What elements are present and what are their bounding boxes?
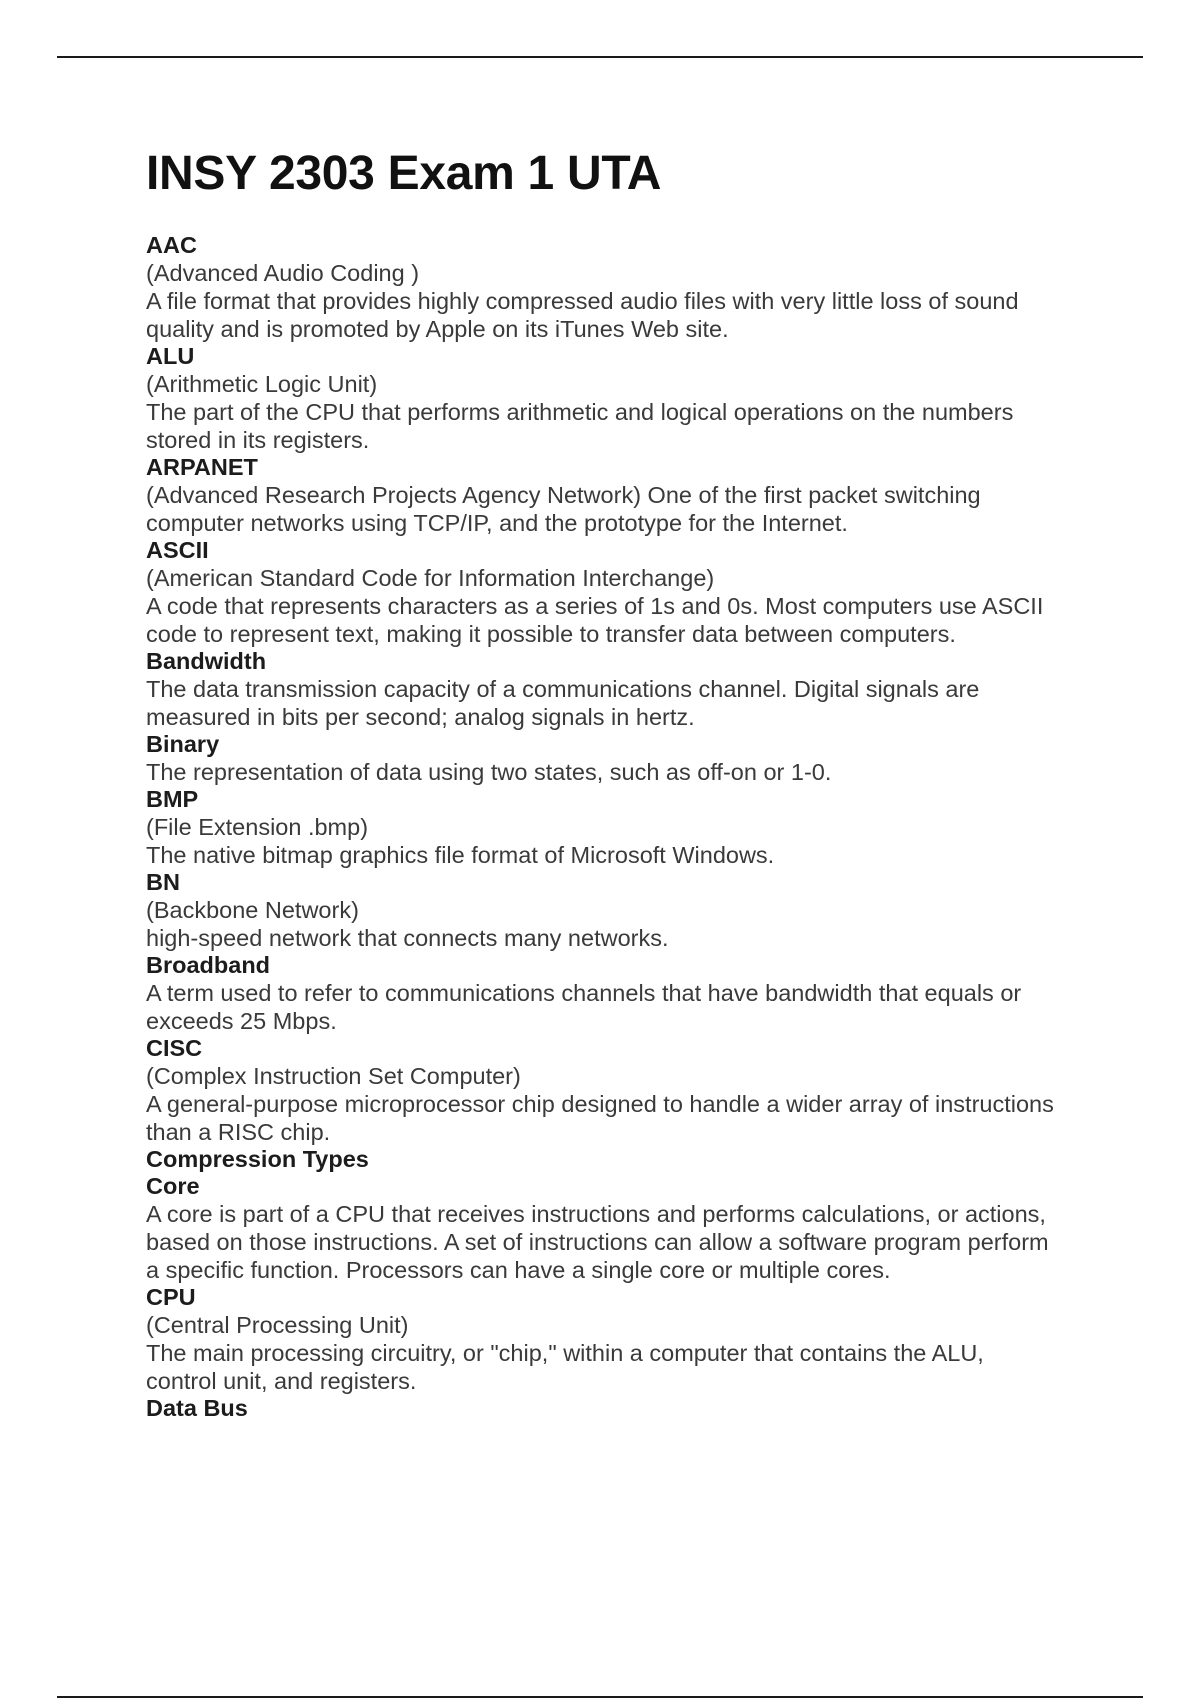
glossary-definition-line: A general-purpose microprocessor chip designed to handle a wider array of instructions (146, 1091, 1054, 1117)
glossary-term: ARPANET (146, 454, 258, 480)
glossary-definition-line: A code that represents characters as a series of 1s and 0s. Most computers use ASCII (146, 593, 1044, 619)
glossary-entry (146, 1173, 1106, 1284)
glossary-term: Core (146, 1173, 200, 1199)
glossary-list (146, 232, 1106, 1422)
glossary-term: ALU (146, 343, 195, 369)
document-body (146, 140, 1106, 1422)
glossary-definition-line: A core is part of a CPU that receives instructions and performs calculations, or actions, (146, 1201, 1046, 1227)
glossary-entry (146, 232, 1106, 343)
glossary-entry (146, 869, 1106, 952)
glossary-definition-line: measured in bits per second; analog signals in hertz. (146, 704, 695, 730)
glossary-definition-line: (American Standard Code for Information Interchange) (146, 565, 715, 591)
glossary-term: Binary (146, 731, 220, 757)
glossary-term: Bandwidth (146, 648, 267, 674)
glossary-definition-line: computer networks using TCP/IP, and the prototype for the Internet. (146, 510, 848, 536)
glossary-definition-line: (Arithmetic Logic Unit) (146, 371, 378, 397)
glossary-definition-line: based on those instructions. A set of instructions can allow a software program perform (146, 1229, 1049, 1255)
glossary-definition-line: (Backbone Network) (146, 897, 359, 923)
glossary-entry (146, 343, 1106, 454)
glossary-term: Data Bus (146, 1395, 248, 1421)
glossary-entry (146, 648, 1106, 731)
glossary-definition-line: (File Extension .bmp) (146, 814, 369, 840)
glossary-definition-line: (Advanced Research Projects Agency Network) One of the first packet switching (146, 482, 981, 508)
glossary-definition-line: A term used to refer to communications channels that have bandwidth that equals or (146, 980, 1022, 1006)
glossary-definition-line: (Complex Instruction Set Computer) (146, 1063, 521, 1089)
header-rule (57, 56, 1143, 58)
glossary-definition-line: The main processing circuitry, or "chip," within a computer that contains the ALU, (146, 1340, 984, 1366)
glossary-definition-line: quality and is promoted by Apple on its iTunes Web site. (146, 316, 729, 342)
glossary-definition-line: (Central Processing Unit) (146, 1312, 409, 1338)
glossary-entry (146, 952, 1106, 1035)
glossary-entry (146, 537, 1106, 648)
glossary-definition-line: code to represent text, making it possible to transfer data between computers. (146, 621, 956, 647)
glossary-definition-line: control unit, and registers. (146, 1368, 417, 1394)
glossary-entry (146, 1035, 1106, 1146)
glossary-definition-line: a specific function. Processors can have a single core or multiple cores. (146, 1257, 891, 1283)
glossary-term: CISC (146, 1035, 203, 1061)
glossary-term: Compression Types (146, 1146, 369, 1172)
glossary-term: ASCII (146, 537, 209, 563)
glossary-entry (146, 786, 1106, 869)
glossary-entry (146, 1146, 1106, 1173)
glossary-entry (146, 454, 1106, 537)
glossary-entry (146, 731, 1106, 786)
glossary-definition-line: The representation of data using two states, such as off-on or 1-0. (146, 759, 832, 785)
glossary-term: CPU (146, 1284, 196, 1310)
glossary-entry (146, 1395, 1106, 1422)
glossary-definition-line: stored in its registers. (146, 427, 370, 453)
glossary-definition-line: The native bitmap graphics file format of Microsoft Windows. (146, 842, 775, 868)
glossary-definition-line: high-speed network that connects many networks. (146, 925, 669, 951)
footer-rule (57, 1696, 1143, 1698)
glossary-term: BMP (146, 786, 199, 812)
glossary-definition-line: exceeds 25 Mbps. (146, 1008, 337, 1034)
glossary-entry (146, 1284, 1106, 1395)
glossary-term: AAC (146, 232, 197, 258)
glossary-term: BN (146, 869, 180, 895)
document-title: INSY 2303 Exam 1 UTA (146, 147, 662, 200)
glossary-definition-line: The data transmission capacity of a communications channel. Digital signals are (146, 676, 980, 702)
glossary-definition-line: (Advanced Audio Coding ) (146, 260, 420, 286)
glossary-definition-line: A file format that provides highly compressed audio files with very little loss of sound (146, 288, 1019, 314)
glossary-definition-line: The part of the CPU that performs arithmetic and logical operations on the numbers (146, 399, 1014, 425)
glossary-term: Broadband (146, 952, 271, 978)
glossary-definition-line: than a RISC chip. (146, 1119, 331, 1145)
